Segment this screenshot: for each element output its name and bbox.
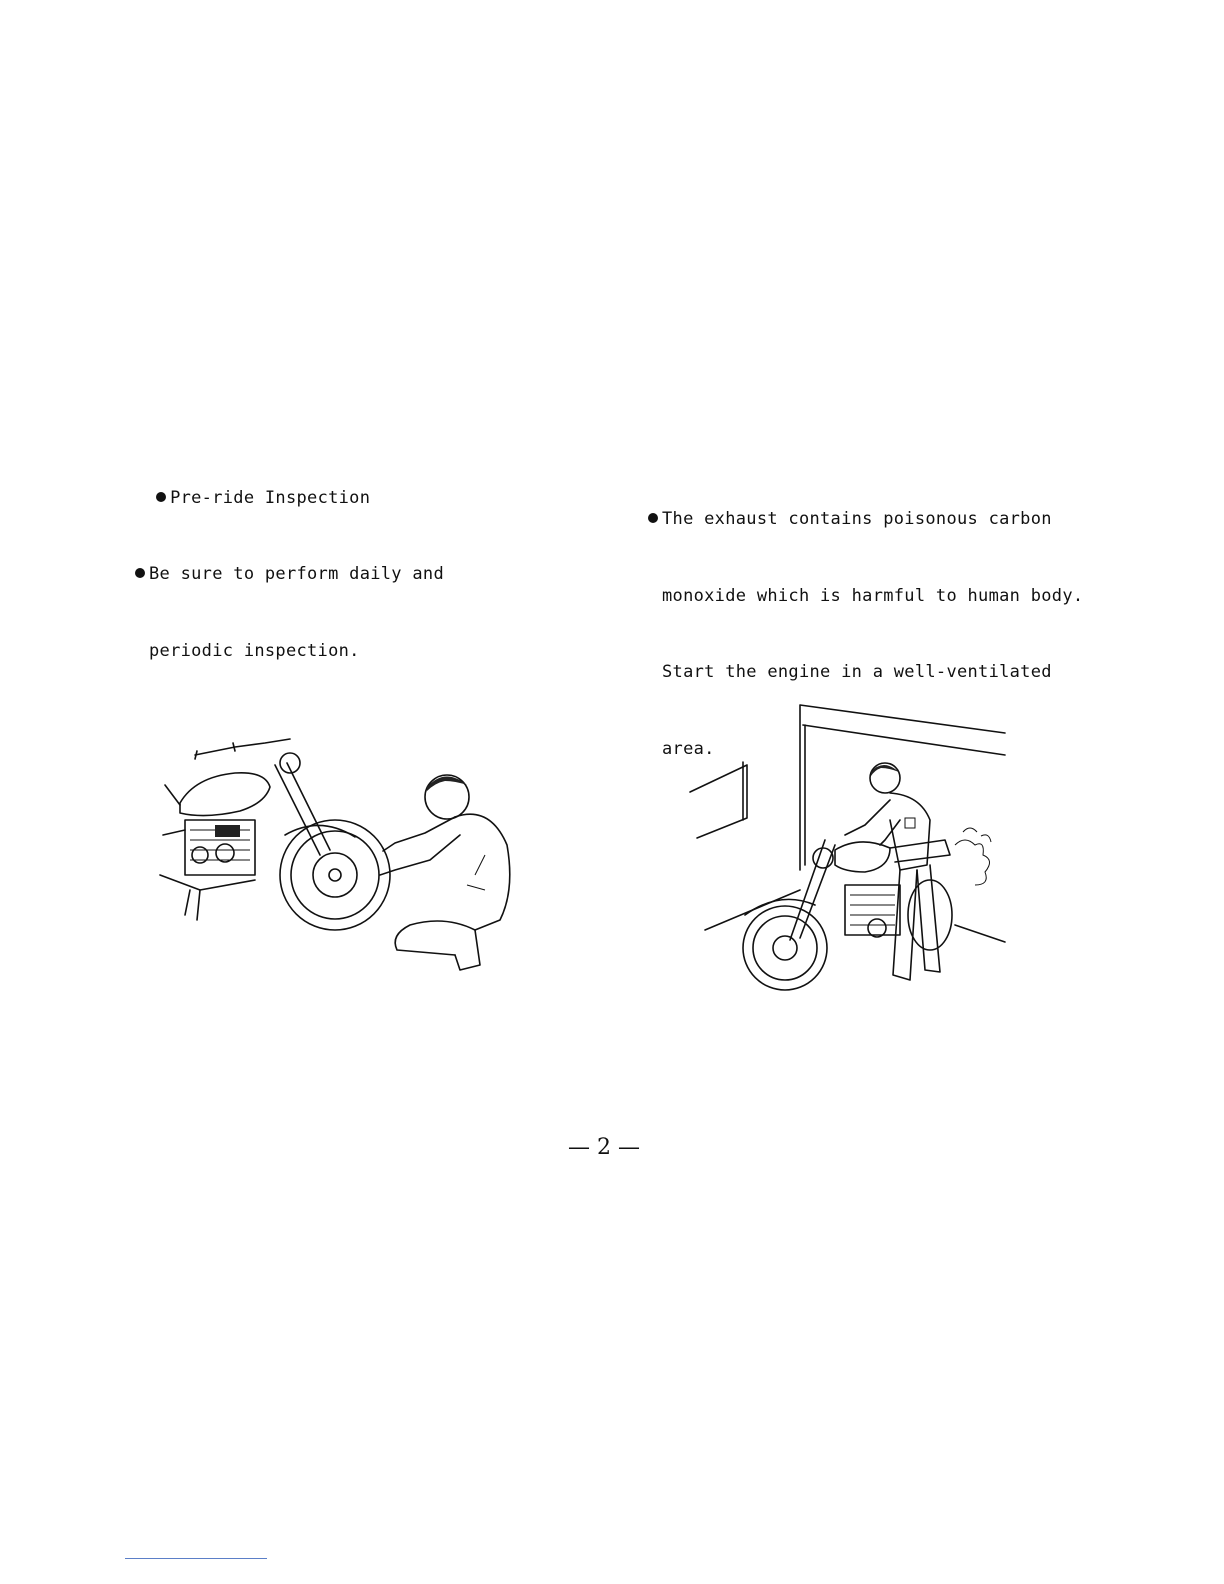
exhaust-line-2: monoxide which is harmful to human body. (662, 585, 1084, 606)
inspection-instruction (135, 511, 444, 690)
bullet-icon (648, 513, 658, 523)
bullet-icon (135, 568, 145, 578)
inspection-line-2: periodic inspection. (149, 640, 360, 661)
exhaust-line-3: Start the engine in a well-ventilated (662, 662, 1052, 682)
inspection-illustration (155, 725, 525, 975)
page-number: — 2 — (568, 1135, 640, 1160)
pre-ride-heading (135, 460, 370, 511)
exhaust-line-4: area. (662, 738, 715, 759)
pre-ride-heading-text: Pre-ride Inspection (170, 487, 371, 508)
exhaust-line-1: The exhaust contains poisonous carbon (662, 509, 1052, 529)
footer-rule (125, 1558, 267, 1559)
bullet-icon (156, 492, 166, 502)
ventilation-illustration (685, 700, 1010, 1000)
inspection-line-1: Be sure to perform daily and (149, 564, 444, 584)
